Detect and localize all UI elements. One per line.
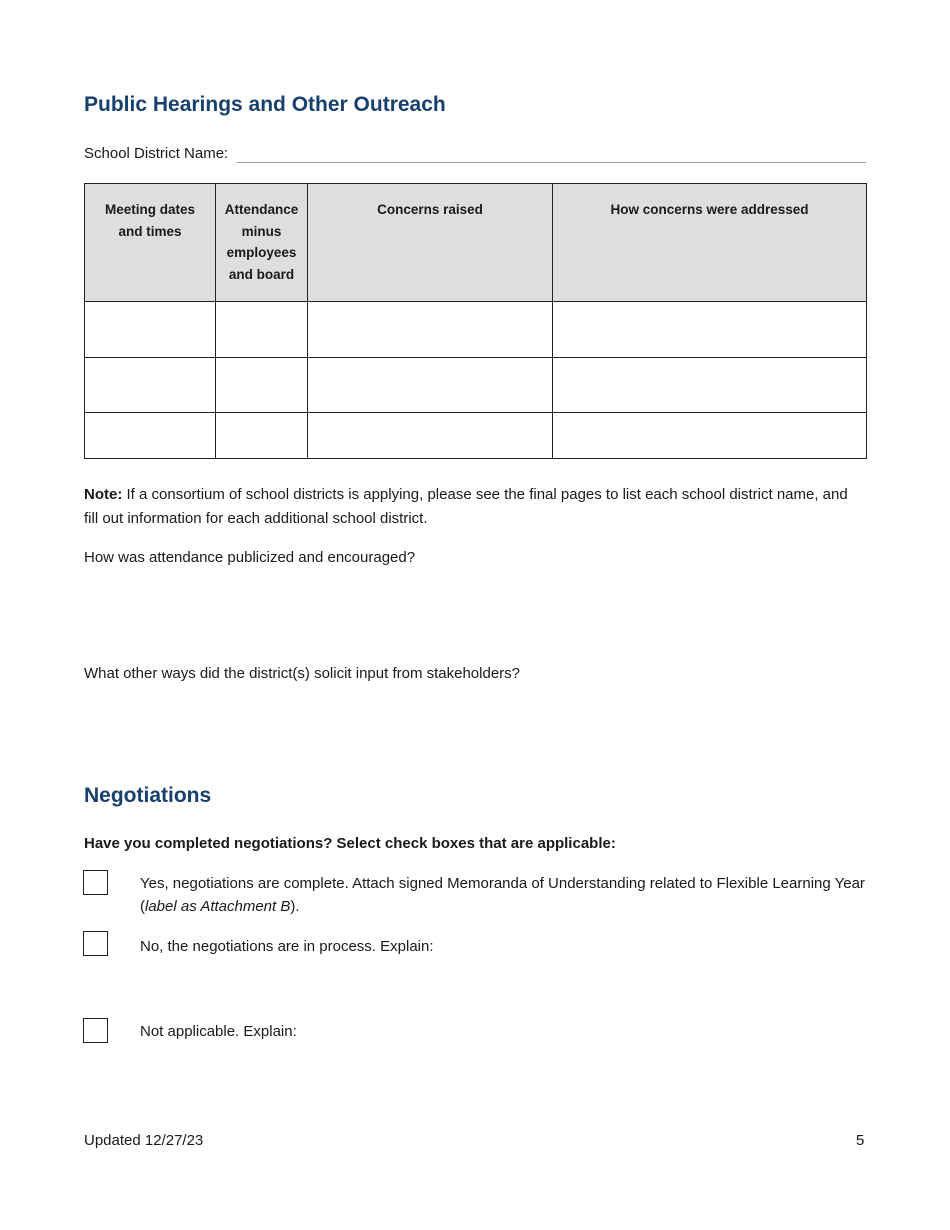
option-complete-text: Yes, negotiations are complete. Attach signed Memoranda of Understanding related to Flexible Learning Year ( [140,875,865,915]
header-meeting-dates: Meeting dates and times [85,184,216,302]
cell-meeting-dates[interactable] [85,302,216,358]
section-title-public-hearings: Public Hearings and Other Outreach [84,93,446,116]
negotiations-prompt: Have you completed negotiations? Select check boxes that are applicable: [84,835,616,852]
header-how-addressed: How concerns were addressed [553,184,867,302]
page-number: 5 [856,1132,865,1149]
cell-meeting-dates[interactable] [85,358,216,413]
district-name-label: School District Name: [84,145,229,162]
section-title-negotiations: Negotiations [84,784,212,807]
cell-addressed[interactable] [553,302,867,358]
table-row [85,358,867,413]
option-complete-italic: label as Attachment B [145,898,291,915]
cell-attendance[interactable] [216,358,308,413]
option-negotiations-in-process: No, the negotiations are in process. Explain: [140,938,434,955]
question-solicit: What other ways did the district(s) solicit input from stakeholders? [84,665,521,682]
note-text: If a consortium of school districts is applying, please see the final pages to list each school district name, and fill out information for each additional school district. [84,486,848,527]
consortium-note [84,483,866,531]
cell-addressed[interactable] [553,358,867,413]
footer-updated-date: Updated 12/27/23 [84,1132,204,1149]
checkbox-not-applicable[interactable] [83,1018,108,1043]
table-row [85,302,867,358]
table-header-row [85,184,867,302]
district-name-field[interactable] [237,162,866,163]
cell-concerns[interactable] [308,413,553,459]
cell-attendance[interactable] [216,302,308,358]
cell-concerns[interactable] [308,302,553,358]
hearings-table [84,183,867,459]
cell-attendance[interactable] [216,413,308,459]
cell-addressed[interactable] [553,413,867,459]
header-concerns-raised: Concerns raised [308,184,553,302]
table-row [85,413,867,459]
header-attendance: Attendance minus employees and board [216,184,308,302]
question-publicized: How was attendance publicized and encouraged? [84,549,416,566]
checkbox-negotiations-in-process[interactable] [83,931,108,956]
checkbox-negotiations-complete[interactable] [83,870,108,895]
option-complete-text-end: ). [290,898,300,915]
option-negotiations-complete [140,872,870,918]
cell-meeting-dates[interactable] [85,413,216,459]
option-not-applicable: Not applicable. Explain: [140,1023,297,1040]
note-label: Note: [84,486,123,503]
cell-concerns[interactable] [308,358,553,413]
